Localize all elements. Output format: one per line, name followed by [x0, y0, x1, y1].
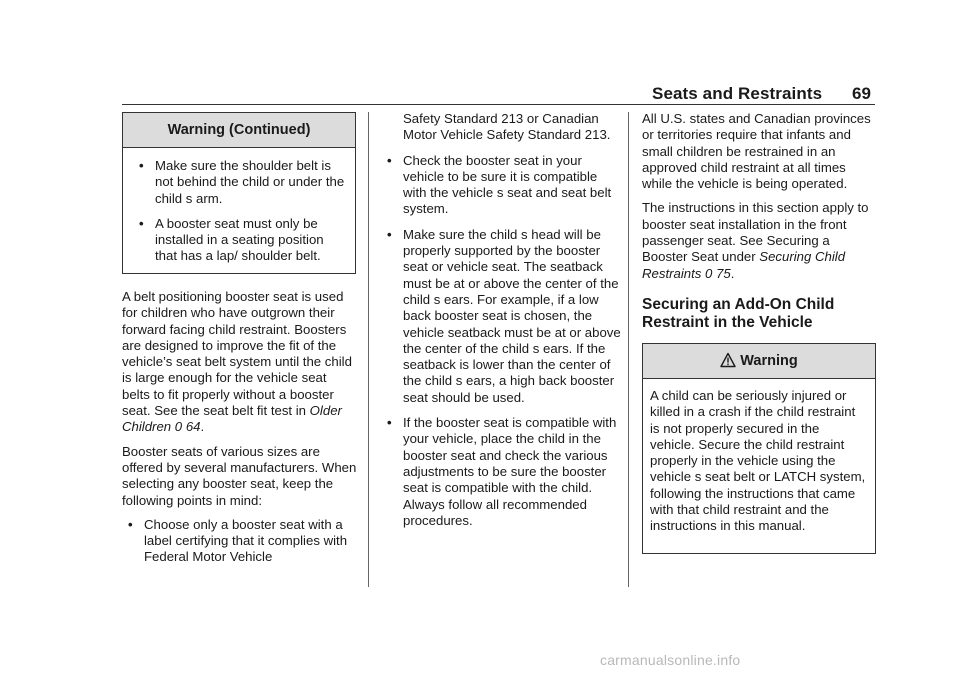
list-item — [122, 517, 358, 566]
section-heading: Securing an Add-On Child Restraint in the Vehicle — [642, 295, 835, 331]
bullet-glyph: • — [139, 158, 144, 173]
header-rule — [122, 104, 875, 105]
warning-title: Warning — [740, 353, 798, 369]
column-divider-1 — [368, 112, 369, 587]
instructions-paragraph: The instructions in this section apply to booster seat installation in the front passenger seat. See Securing a Booster Seat under Securing Child Restraints 0 75. — [642, 200, 869, 281]
list-item — [381, 415, 621, 529]
list-item-text: If the booster seat is compatible with your vehicle, place the child in the booster seat and check the various adjustments to be sure the booster seat is compatible with the child. Always follow all recommended procedures. — [403, 415, 617, 528]
list-item-text: Make sure the child s head will be properly supported by the booster seat or vehicle seat. The seatback must be at or above the center of the child s ears. For example, if a low back booster seat is chosen, the vehicle seatback must be at or above the center of the child s ears. If the seatback is lower than the center of the child s ears, a high back booster seat should be used. — [403, 226, 621, 405]
list-item — [381, 153, 621, 218]
page-ref-glyph: 0 — [705, 265, 713, 281]
running-header-title: Seats and Restraints — [652, 84, 823, 103]
warning-bullet-text: Make sure the shoulder belt is not behind the child or under the child s arm. — [155, 158, 345, 206]
column-3-text — [642, 111, 878, 332]
warning-header — [643, 344, 875, 379]
warning-continued-box — [122, 112, 356, 274]
instructions-text: The instructions in this section apply to booster seat installation in the front passenger seat. See Securing a Booster Seat under — [642, 200, 869, 265]
warning-body: A child can be seriously injured or killed in a crash if the child restraint is not properly secured in the vehicle. Secure the child restraint properly in the vehicle using the vehicle s seat belt or LATCH system, following the instructions that came with that child restraint and the instructions in this manual. — [650, 388, 866, 534]
column-divider-2 — [628, 112, 629, 587]
bullet-glyph: • — [387, 415, 392, 431]
warning-triangle-icon — [720, 352, 736, 368]
warning-continued-body — [123, 148, 355, 265]
column-1-text — [122, 289, 358, 575]
bullet-glyph: • — [387, 152, 392, 168]
older-children-page[interactable]: 64 — [185, 419, 201, 435]
list-item-text: Choose only a booster seat with a label certifying that it complies with Federal Motor Vehicle — [144, 516, 348, 565]
continuation-text: Safety Standard 213 or Canadian Motor Vehicle Safety Standard 213. — [403, 111, 611, 143]
booster-intro-paragraph: A belt positioning booster seat is used for children who have outgrown their forward facing child restraint. Boosters are designed to improve the fit of the vehicle’s seat belt system until the child is large enough for the vehicle seat belts to fit properly without a booster seat. See the seat belt fit test in Older Children 0 64. — [122, 289, 352, 435]
list-item — [381, 227, 621, 406]
list-item-text: Check the booster seat in your vehicle to be sure it is compatible with the vehicle s seat and seat belt system. — [403, 152, 612, 217]
bullet-glyph: • — [128, 516, 133, 532]
bullet-glyph: • — [387, 226, 392, 242]
warning-box — [642, 343, 876, 554]
watermark: carmanualsonline.info — [600, 652, 741, 668]
column-2-text — [381, 111, 621, 538]
page-number: 69 — [852, 84, 871, 103]
page-ref-glyph: 0 — [174, 419, 183, 435]
warning-bullet — [133, 216, 345, 265]
older-children-link[interactable]: Older Children — [122, 403, 342, 435]
securing-child-restraints-link[interactable]: Securing Child Restraints — [642, 249, 846, 281]
booster-intro-text: A belt positioning booster seat is used for children who have outgrown their forward facing child restraint. Boosters are designed to improve the fit of the vehicle’s seat belt system until the child is large enough for the vehicle seat belts to fit properly without a booster seat. See the seat belt fit test in — [122, 289, 352, 419]
booster-sizes-paragraph: Booster seats of various sizes are offered by several manufacturers. When selecting any booster seat, keep the following points in mind: — [122, 443, 357, 508]
legal-requirement-paragraph: All U.S. states and Canadian provinces or territories require that infants and small children be restrained in an approved child restraint at all times while the vehicle is being operated. — [642, 111, 871, 192]
bullet-glyph: • — [139, 215, 144, 231]
warning-bullet-text: A booster seat must only be installed in a seating position that has a lap/ shoulder belt. — [155, 215, 324, 264]
securing-child-restraints-page[interactable]: 75 — [716, 265, 731, 281]
warning-continued-title: Warning (Continued) — [123, 113, 355, 148]
warning-bullet — [133, 158, 345, 207]
